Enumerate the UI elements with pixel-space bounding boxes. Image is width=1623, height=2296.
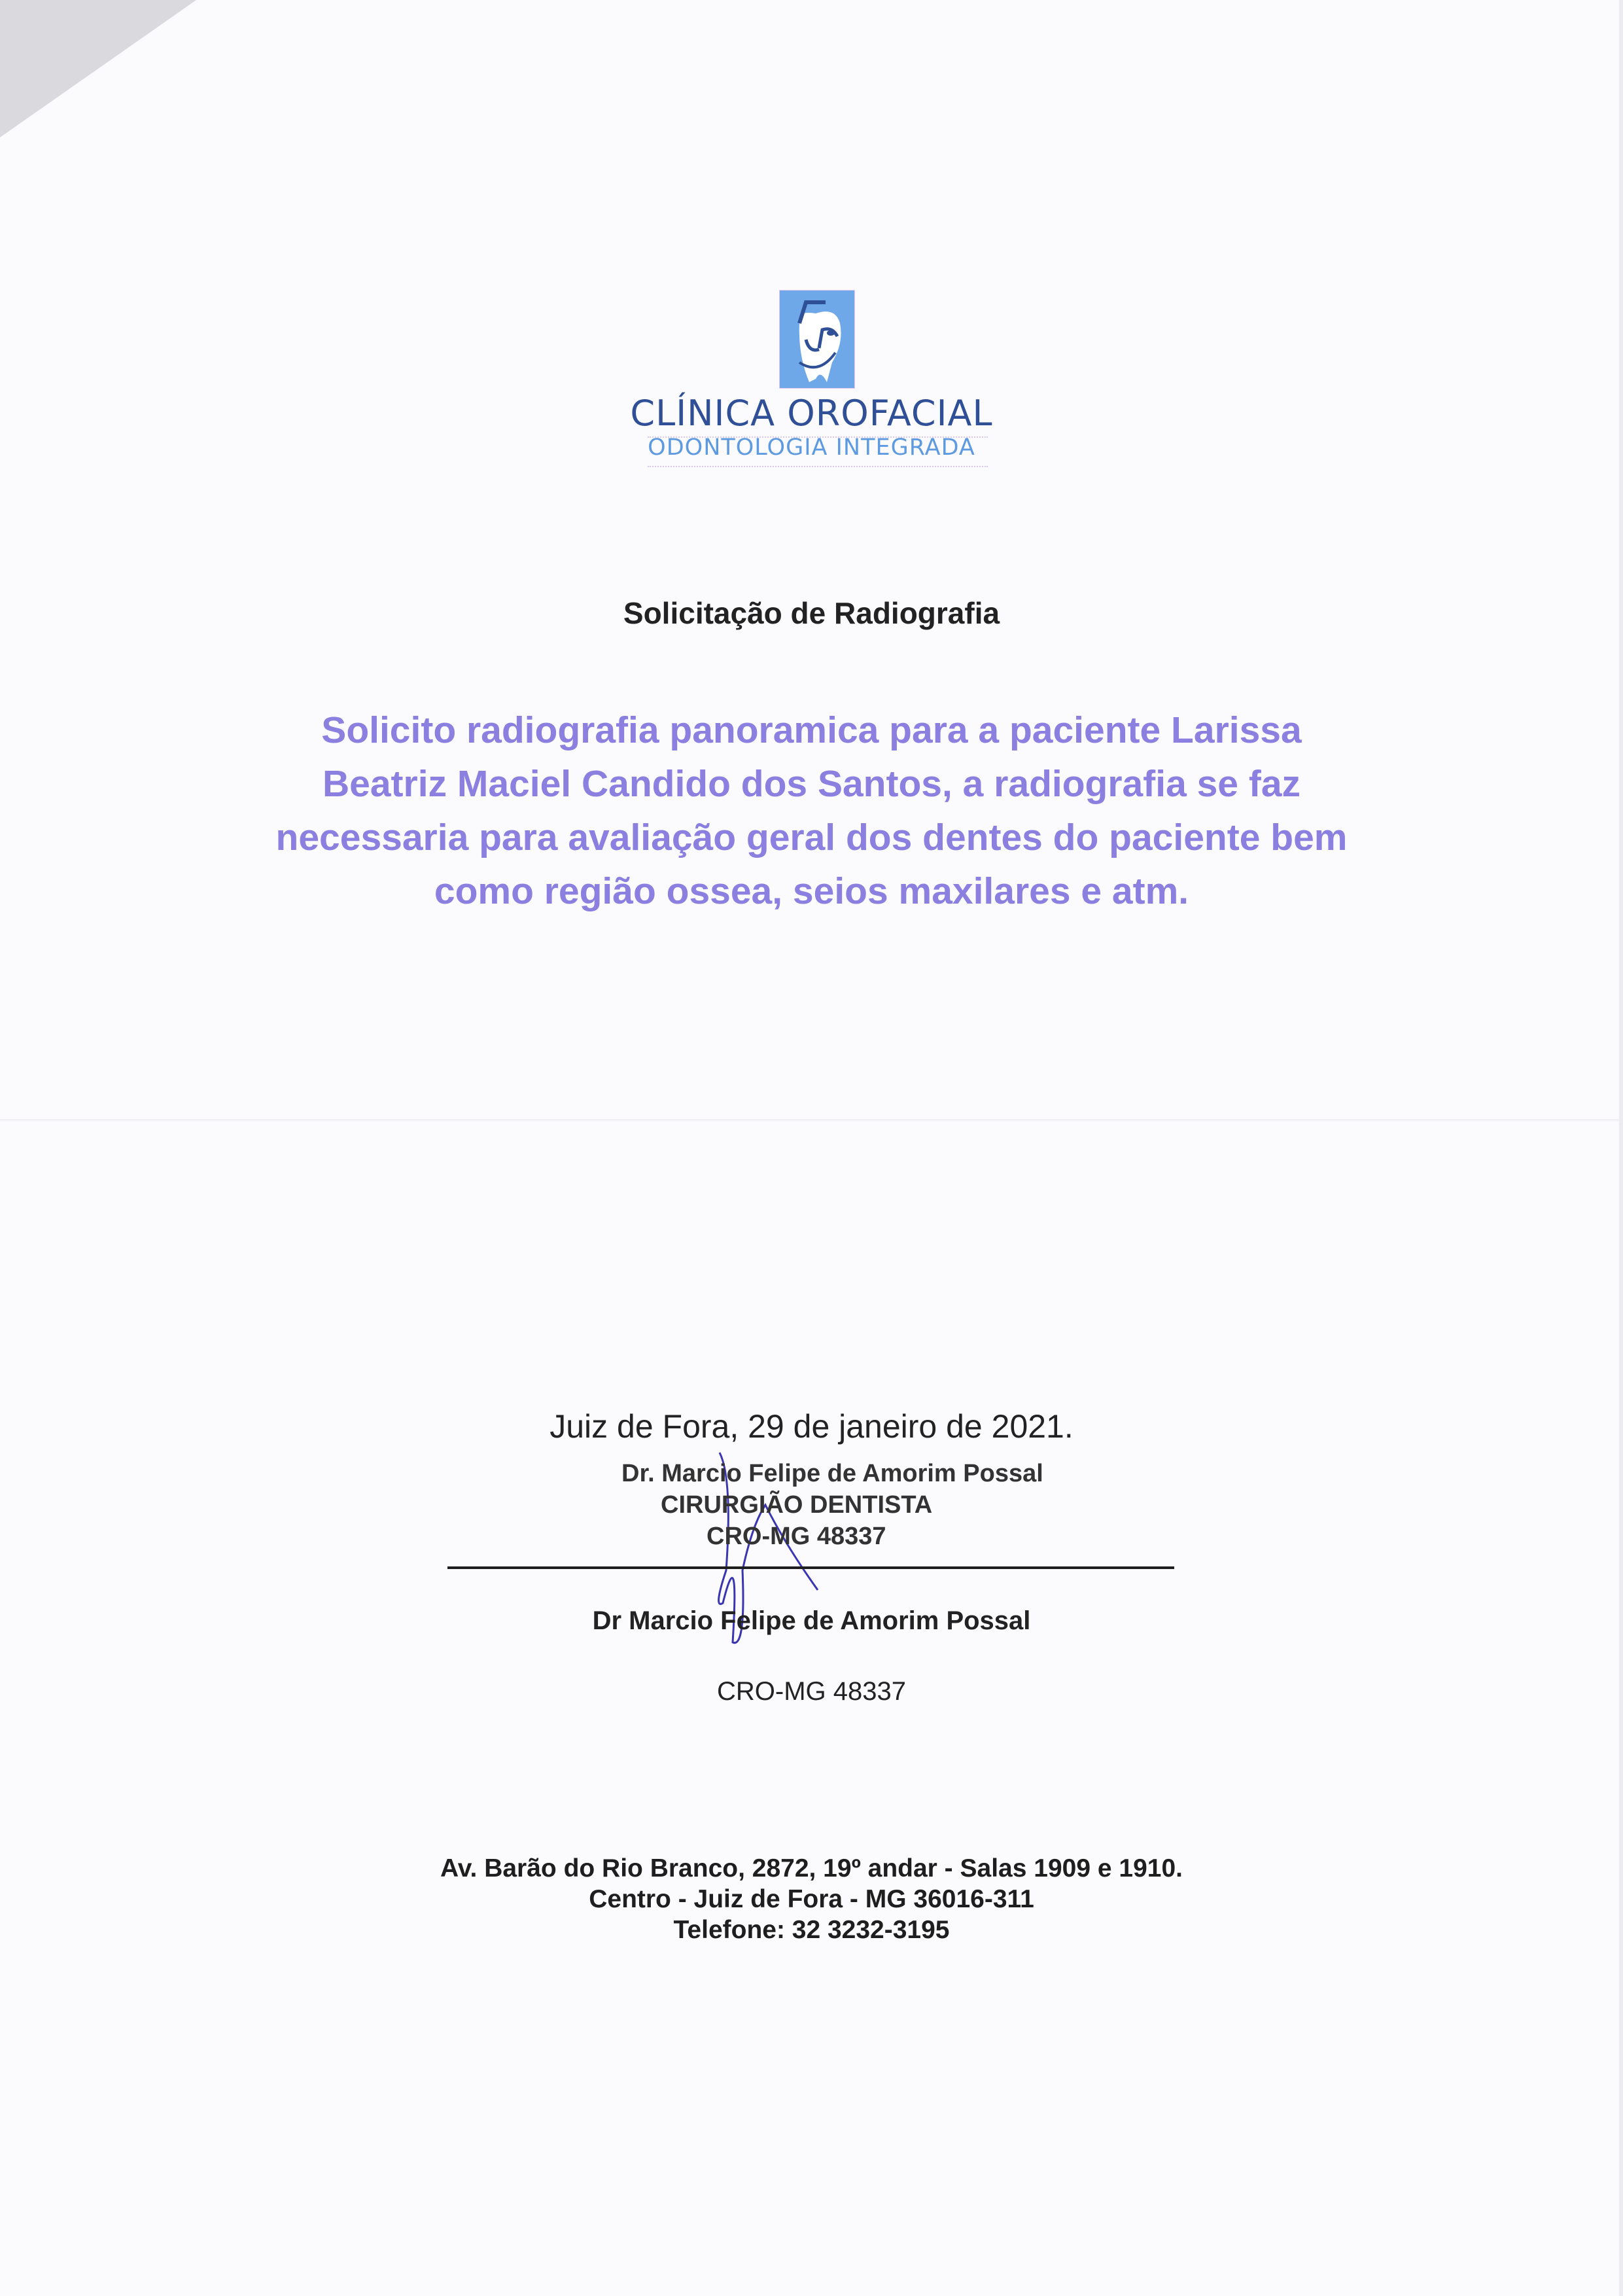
doctor-name: Dr Marcio Felipe de Amorim Possal [592,1606,1031,1635]
stamp-line: CRO-MG 48337 [707,1523,886,1550]
date-line: Juiz de Fora, 29 de janeiro de 2021. [550,1408,1073,1445]
professional-stamp [621,1458,1043,1552]
doctor-cro: CRO-MG 48337 [717,1677,906,1706]
page-edge [1619,0,1623,2296]
paper-fold-line [0,1119,1623,1122]
body-line: necessaria para avaliação geral dos dentes do paciente bem [275,817,1348,858]
tooth-face-logo-icon [779,290,855,389]
stamp-line: Dr. Marcio Felipe de Amorim Possal [621,1460,1043,1487]
clinic-address [0,1853,1623,1945]
stamp-line: CIRURGIÃO DENTISTA [661,1491,933,1519]
brand-divider [648,466,988,468]
document-title: Solicitação de Radiografia [623,596,1000,630]
phone-line: Telefone: 32 3232-3195 [673,1916,950,1944]
body-line: Beatriz Maciel Candido dos Santos, a radiografia se faz [322,763,1301,805]
request-body [0,703,1623,918]
address-line: Av. Barão do Rio Branco, 2872, 19º andar - Salas 1909 e 1910. [440,1854,1183,1882]
brand-tagline: ODONTOLOGIA INTEGRADA [648,434,975,461]
page-corner-fold [0,0,196,137]
body-line: como região ossea, seios maxilares e atm. [434,870,1189,912]
brand-name: CLÍNICA OROFACIAL [630,393,993,434]
signature-line [447,1566,1174,1569]
address-line: Centro - Juiz de Fora - MG 36016-311 [589,1885,1034,1913]
body-line: Solicito radiografia panoramica para a paciente Larissa [321,709,1302,751]
